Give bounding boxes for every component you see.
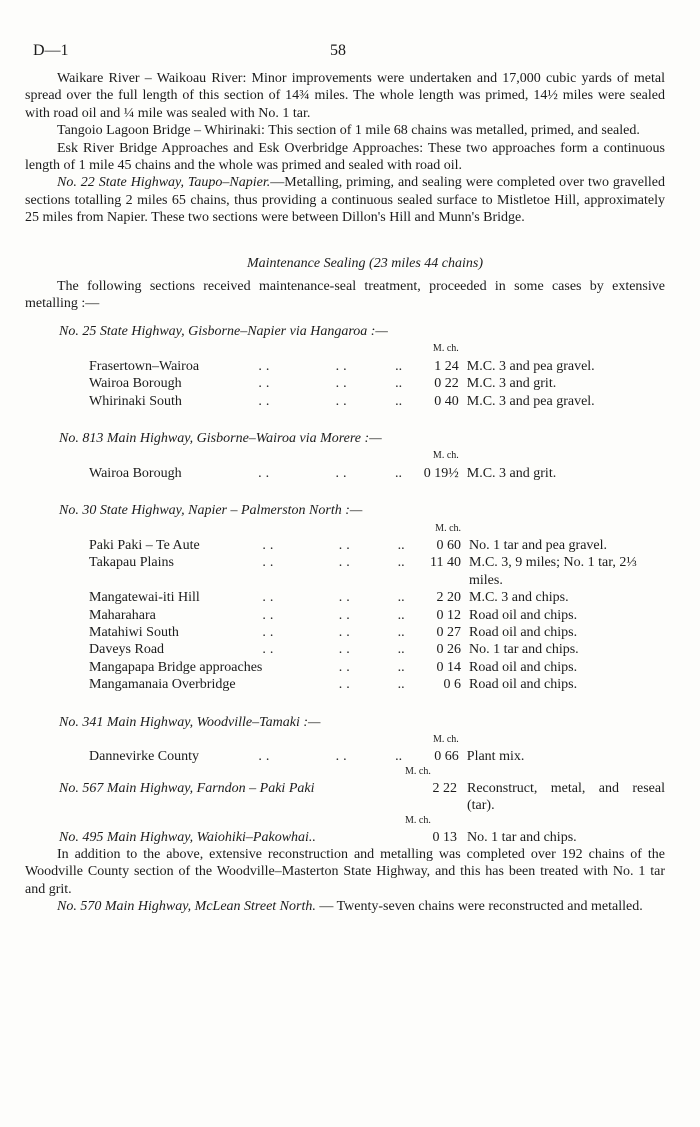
intro-paragraph: The following sections received maintenance-seal treatment, proceeded in some cases by extensive metalling :— — [25, 279, 665, 312]
table-row: Takapau Plains .. .. .. 11 40 M.C. 3, 9 miles; No. 1 tar, 2⅓ miles. — [89, 555, 637, 588]
section-title-495: No. 495 Main Highway, Waiohiki–Pakowhai.. — [59, 829, 316, 845]
unit-label: M. ch. — [432, 343, 459, 355]
section-title-25: No. 25 State Highway, Gisborne–Napier via Hangaroa :— — [59, 323, 388, 339]
page-header — [25, 42, 665, 62]
section-heading: Maintenance Sealing (23 miles 44 chains) — [246, 255, 483, 271]
section-title-567: No. 567 Main Highway, Farndon – Paki Paki — [59, 780, 315, 796]
paragraph-highway-22 — [25, 174, 665, 226]
table-813: M. ch. Wairoa Borough .. .. .. 0 19½ M.C. 3 and grit. — [89, 447, 665, 482]
document-code: D—1 — [33, 42, 69, 59]
highway-495-row: No. 495 Main Highway, Waiohiki–Pakowhai.. 0 13 No. 1 tar and chips. — [59, 829, 577, 845]
table-row: Mangamanaia Overbridge .. .. 0 6 Road oil and chips. — [89, 677, 578, 693]
section-title-30: No. 30 State Highway, Napier – Palmerston North :— — [59, 503, 363, 519]
paragraph-addition: In addition to the above, extensive reconstruction and metalling was completed over 192 chains of the Woodville County section of the Woodville–Masterton State Highway, and this has been treated with No. 1 tar and grit. — [25, 847, 665, 897]
page-number: 58 — [330, 42, 346, 59]
paragraph-esk: Esk River Bridge Approaches and Esk Overbridge Approaches: These two approaches form a continuous length of 1 mile 45 chains and the whole was primed and sealed with road oil. — [25, 140, 665, 174]
table-row: Matahiwi South .. .. .. 0 27 Road oil and chips. — [89, 624, 578, 640]
table-row: Mangapapa Bridge approaches .. .. 0 14 Road oil and chips. — [89, 659, 578, 675]
section-title-813: No. 813 Main Highway, Gisborne–Wairoa via Morere :— — [59, 430, 382, 446]
paragraph-highway-570 — [25, 898, 665, 915]
unit-label: M. ch. — [405, 814, 431, 826]
highway-22-title: No. 22 State Highway, Taupo–Napier. — [57, 175, 271, 191]
table-row: Frasertown–Wairoa .. .. .. 1 24 M.C. 3 and pea gravel. — [89, 358, 595, 374]
table-row: Daveys Road .. .. .. 0 26 No. 1 tar and chips. — [89, 642, 579, 658]
paragraph-waikare: Waikare River – Waikoau River: Minor improvements were undertaken and 17,000 cubic yards of metal spread over the full length of this section of 14¾ miles. The whole length was primed, 14½ miles were sealed with road oil and ¼ mile was sealed with No. 1 tar. — [25, 71, 665, 121]
table-row: Maharahara .. .. .. 0 12 Road oil and chips. — [89, 607, 578, 623]
table-30: M. ch. Paki Paki – Te Aute .. .. .. 0 60 No. 1 tar and pea gravel. Takapau Plains .. .. .. 11 40 M.C. 3, 9 miles; No. 1 tar, 2⅓ miles. Mangatewai-iti Hill .. .. .. 2 20 M.C. 3 and chips. Maharahara .. .. .. 0 12 Road oil and chips. Matahiwi South .. .. .. 0 27 Road oil and chips. Daveys Road .. .. .. 0 26 No. 1 tar and chips. Mangapapa Bridge approaches .. .. 0 14 Road oil and chips. Mangamanaia Overbridge .. .. 0 6 Road oil and chips. — [89, 520, 665, 694]
table-row: Wairoa Borough .. .. .. 0 22 M.C. 3 and grit. — [89, 376, 557, 392]
table-341: M. ch. Dannevirke County .. .. .. 0 66 Plant mix. — [89, 731, 665, 766]
unit-label: M. ch. — [405, 765, 431, 777]
table-row: Whirinaki South .. .. .. 0 40 M.C. 3 and pea gravel. — [89, 393, 595, 409]
section-title-341: No. 341 Main Highway, Woodville–Tamaki :— — [59, 714, 321, 730]
table-row: Paki Paki – Te Aute .. .. .. 0 60 No. 1 tar and pea gravel. — [89, 537, 608, 553]
highway-570-title: No. 570 Main Highway, McLean Street North. — [57, 899, 316, 915]
highway-570-text: — Twenty-seven chains were reconstructed and metalled. — [315, 899, 643, 915]
table-25 — [89, 340, 665, 410]
table-row: Mangatewai-iti Hill .. .. .. 2 20 M.C. 3 and chips. — [89, 590, 569, 606]
table-row: Wairoa Borough .. .. .. 0 19½ M.C. 3 and grit. — [89, 465, 557, 481]
highway-567-row: No. 567 Main Highway, Farndon – Paki Paki 2 22 Reconstruct, metal, and reseal (tar). — [59, 780, 665, 814]
table-row: Dannevirke County .. .. .. 0 66 Plant mix. — [89, 749, 525, 765]
highway-22-text: —Metalling, priming, and sealing were completed over two gravelled sections totalling 2 miles 65 chains, thus providing a continuous sealed surface to Mistletoe Hill, approximately 25 miles from Napier. These two sections were between Dillon's Hill and Munn's Bridge. — [25, 175, 665, 226]
paragraph-tangoio: Tangoio Lagoon Bridge – Whirinaki: This section of 1 mile 68 chains was metalled, primed, and sealed. — [57, 123, 640, 139]
document-body — [25, 70, 665, 916]
